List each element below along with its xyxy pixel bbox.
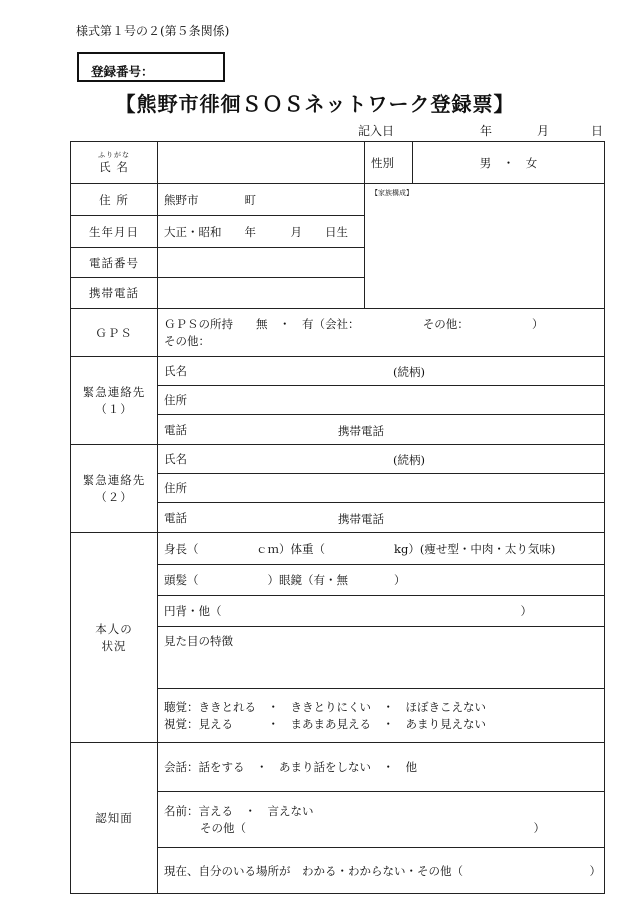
emergency1-label-line2: （１）: [95, 401, 133, 416]
mobile-label: 携帯電話: [71, 278, 158, 309]
address-row: [71, 184, 605, 216]
form-number: 様式第１号の２(第５条関係): [76, 24, 230, 38]
birthdate-field[interactable]: 大正・昭和 年 月 日生: [158, 216, 365, 248]
emergency1-name-label: 氏名: [164, 364, 187, 378]
emergency2-phone-field[interactable]: [158, 503, 605, 533]
emergency2-name-field[interactable]: [158, 445, 605, 474]
status-label-line1: 本人の: [95, 621, 133, 636]
name-label: 氏 名: [99, 159, 129, 174]
emergency2-phone-label: 電話: [164, 510, 187, 525]
status-hearing-line: 聴覚：ききとれる ・ ききとりにくい ・ ほぼきこえない: [164, 699, 486, 714]
emergency2-label: [71, 445, 158, 533]
status-hair-field[interactable]: 頭髪（ ）眼鏡（有・無 ）: [158, 565, 605, 596]
cognition-name-field[interactable]: [158, 792, 605, 848]
cognition-name-line1: 名前：言える ・ 言えない: [164, 803, 314, 818]
family-composition-label: 【家族構成】: [371, 189, 413, 197]
emergency1-address-label: 住所: [164, 393, 187, 407]
status-label: [71, 533, 158, 743]
emergency2-name-label: 氏名: [164, 452, 187, 466]
emergency2-name-row: [71, 445, 605, 474]
phone-label: 電話番号: [71, 248, 158, 278]
emergency2-label-line2: （２）: [95, 489, 133, 504]
emergency1-relation-label: (続柄): [393, 365, 425, 379]
emergency2-address-field[interactable]: [158, 474, 605, 503]
registration-number-label: 登録番号：: [91, 64, 154, 79]
cognition-name-line2: その他（ ）: [200, 820, 545, 835]
cognition-speech-row: [71, 743, 605, 792]
emergency1-mobile-label: 携帯電話: [338, 424, 384, 438]
gps-label: ＧＰＳ: [71, 309, 158, 357]
status-vision-line: 視覚：見える ・ まあまあ見える ・ あまり見えない: [164, 716, 486, 731]
gps-field[interactable]: [158, 309, 605, 357]
status-senses-field[interactable]: [158, 689, 605, 743]
gps-ownership-line: ＧＰＳの所持 無 ・ 有（会社： その他： ）: [164, 316, 544, 331]
emergency2-label-line1: 緊急連絡先: [82, 472, 146, 487]
cognition-label: 認知面: [71, 743, 158, 894]
status-body-row: [71, 533, 605, 565]
emergency1-phone-label: 電話: [164, 422, 187, 437]
mobile-field[interactable]: [158, 278, 365, 309]
gender-label: 性別: [365, 142, 413, 184]
status-appearance-field[interactable]: [158, 627, 605, 689]
emergency1-name-field[interactable]: [158, 357, 605, 386]
gps-row: [71, 309, 605, 357]
status-appearance-label: 見た目の特徴: [164, 634, 233, 648]
entry-date-label: 記入日: [358, 124, 395, 138]
family-composition-field[interactable]: [365, 184, 605, 309]
address-label: 住 所: [71, 184, 158, 216]
entry-date-day: 日: [591, 124, 604, 138]
emergency1-label-line1: 緊急連絡先: [82, 384, 146, 399]
emergency1-address-field[interactable]: [158, 386, 605, 415]
registration-number-box[interactable]: [77, 52, 225, 82]
cognition-location-field[interactable]: 現在、自分のいる場所が わかる・わからない・その他（ ）: [158, 848, 605, 894]
emergency1-phone-field[interactable]: [158, 415, 605, 445]
name-field[interactable]: [158, 142, 365, 184]
birthdate-label: 生年月日: [71, 216, 158, 248]
address-field[interactable]: 熊野市 町: [158, 184, 365, 216]
cognition-speech-field[interactable]: 会話：話をする ・ あまり話をしない ・ 他: [158, 743, 605, 792]
emergency1-label: [71, 357, 158, 445]
status-body-field[interactable]: 身長（ ｃｍ）体重（ kg）(痩せ型・中肉・太り気味): [158, 533, 605, 565]
phone-field[interactable]: [158, 248, 365, 278]
furigana-label: ふりがな: [98, 150, 130, 159]
page-title: 【熊野市徘徊ＳＯＳネットワーク登録票】: [115, 92, 515, 116]
name-row: [71, 142, 605, 184]
name-header: [71, 142, 158, 184]
emergency1-name-row: [71, 357, 605, 386]
status-back-field[interactable]: 円背・他（ ）: [158, 596, 605, 627]
gps-other-line: その他：: [164, 333, 210, 348]
registration-form-table: [70, 141, 605, 894]
gender-options[interactable]: 男 ・ 女: [413, 142, 605, 184]
status-label-line2: 状況: [101, 638, 127, 653]
emergency2-relation-label: (続柄): [393, 453, 425, 467]
entry-date-month: 月: [537, 124, 550, 138]
entry-date-year: 年: [480, 124, 493, 138]
emergency2-mobile-label: 携帯電話: [338, 512, 384, 526]
emergency2-address-label: 住所: [164, 481, 187, 495]
